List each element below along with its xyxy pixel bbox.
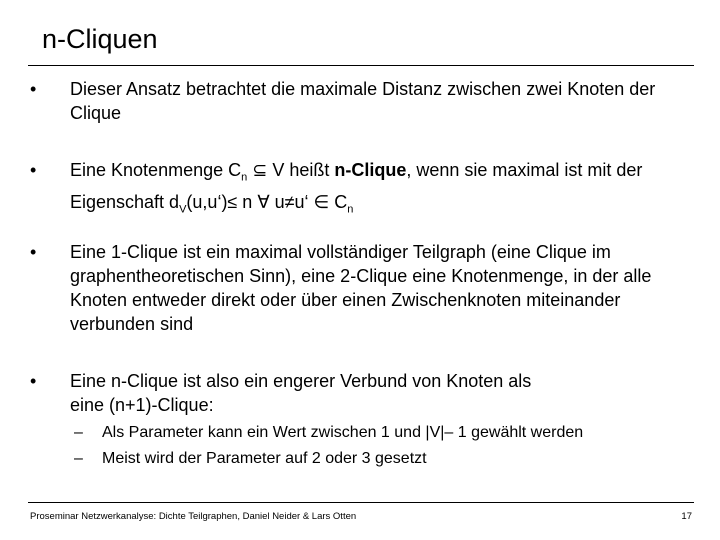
slide-title: n-Cliquen [42, 24, 158, 54]
sub-item-1: Als Parameter kann ein Wert zwischen 1 und |V|– 1 gewählt werden [102, 424, 584, 441]
text-run: (u,u‘)≤ n ∀ u≠u‘ ∈ C [186, 191, 348, 212]
subscript-n: n [347, 203, 354, 216]
bullet-text-4: Eine n-Clique ist also ein engerer Verbund von Knoten als eine (n+1)-Clique: [70, 371, 532, 415]
page-number: 17 [681, 511, 692, 522]
term-n-clique: n-Clique [334, 160, 407, 180]
text-run: ⊆ V heißt [247, 160, 335, 180]
sub-bullet-marker: – [74, 450, 83, 467]
sub-item-2: Meist wird der Parameter auf 2 oder 3 gesetzt [102, 450, 427, 467]
bullet-text-3: Eine 1-Clique ist ein maximal vollständiger Teilgraph (eine Clique im graphentheoretischen Sinn), eine 2-Clique eine Knotenmenge, in der alle Knoten entweder direkt oder über einen Zwischenknoten miteinander verbunden sind [70, 242, 652, 334]
bullet-text-1: Dieser Ansatz betrachtet die maximale Distanz zwischen zwei Knoten der Clique [70, 79, 656, 123]
title-divider [28, 65, 694, 66]
footer-text: Proseminar Netzwerkanalyse: Dichte Teilgraphen, Daniel Neider & Lars Otten [30, 511, 357, 522]
sub-bullet-marker: – [74, 424, 83, 441]
bullet-text-2 [70, 158, 690, 221]
footer-divider [28, 502, 694, 503]
bullet-marker: • [30, 160, 37, 180]
text-run: , wenn sie maximal ist mit der Eigenschaft d [70, 160, 643, 212]
subscript-n: n [241, 171, 248, 184]
text-run: Eine Knotenmenge C [70, 160, 242, 180]
subscript-v: V [179, 203, 187, 216]
bullet-marker: • [30, 371, 37, 391]
bullet-marker: • [30, 79, 37, 99]
bullet-marker: • [30, 242, 37, 262]
